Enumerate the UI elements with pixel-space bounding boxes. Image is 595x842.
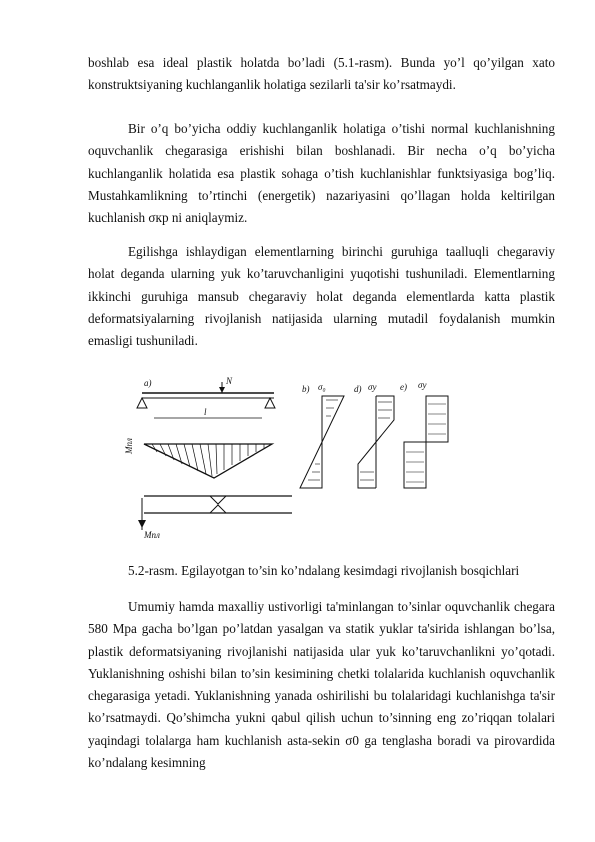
figure-caption: 5.2-rasm. Egilayotgan to’sin ko’ndalang kesimdagi rivojlanish bosqichlari — [128, 563, 520, 578]
fig-label-load: N — [226, 376, 233, 386]
paragraph-3: Egilishga ishlaydigan elementlarning birinchi guruhiga taalluqli chegaraviy holat deganda ularning yuk ko’taruvchanligini yuqotishi tushuniladi. Elementlarning ikkinchi guruhiga mansub chegaraviy holat deganda elementlarda katta plastik deformatsiyalarning rivojlanish natijasida ularning mutadil foydalanish mumkin emasligi tushuniladi. — [88, 244, 555, 349]
fig-label-sigmay-2: σу — [418, 380, 427, 390]
paragraph-4: Umumiy hamda maxalliy ustivorligi ta'minlangan to’sinlar oquvchanlik chegara 580 Mpa gacha bo’lgan po’latdan yasalgan va statik yuklar ta'sirida ishlangan bo’lsa, plastik deformatsiyaning rivojlanishi natijasida ular yuk ko’taruvchanlikni yo’qotadi. Yuklanishning oshishi bilan to’sin kesimining chetki tolalarida kuchlanish oquvchanlik chegarasiga yetadi. Yuklanishning yanada oshirilishi bu tolalaridagi kuchlanishga ta'sir ko’rsatmaydi. Qo’shimcha yukni qabul qilish uchun to’sinning eng zo’riqqan tolalari yaqindagi tolalarga ham kuchlanish asta-sekin σ0 ga tenglasha boradi va pirovardida ko’ndalang kesimning — [88, 599, 555, 771]
fig-label-moment: Mпл — [124, 438, 134, 454]
fig-label-sigma0: σ₀ — [318, 382, 326, 392]
figure-beam-diagram — [124, 368, 464, 540]
fig-label-sigmay-1: σу — [368, 382, 377, 392]
beam-stress-diagram — [124, 368, 464, 540]
fig-label-moment-2: Mпл — [144, 530, 160, 540]
fig-label-e: e) — [400, 382, 407, 392]
moment-diagram — [144, 444, 272, 478]
fig-label-span: l — [204, 407, 207, 417]
fig-label-d: d) — [354, 384, 362, 394]
fig-label-b: b) — [302, 384, 310, 394]
fig-label-a: a) — [144, 378, 152, 388]
paragraph-1: boshlab esa ideal plastik holatda bo’ladi (5.1-rasm). Bunda yo’l qo’yilgan xato konstruktsiyaning kuchlanganlik holatiga sezilarli ta'sir ko’rsatmaydi. — [88, 55, 555, 93]
paragraph-2: Bir o’q bo’yicha oddiy kuchlanganlik holatiga o’tishi normal kuchlanishning oquvchanlik chegarasiga erishishi bilan boshlanadi. Bir necha o’q bo’yicha kuchlanganlik holatida esa plastik sohaga o’tish kuchlanishlar funktsiyasiga bog’liq. Mustahkamlikning to’rtinchi (energetik) nazariyasini qo’llagan holda keltirilgan kuchlanish σкр ni aniqlaymiz. — [88, 121, 555, 226]
